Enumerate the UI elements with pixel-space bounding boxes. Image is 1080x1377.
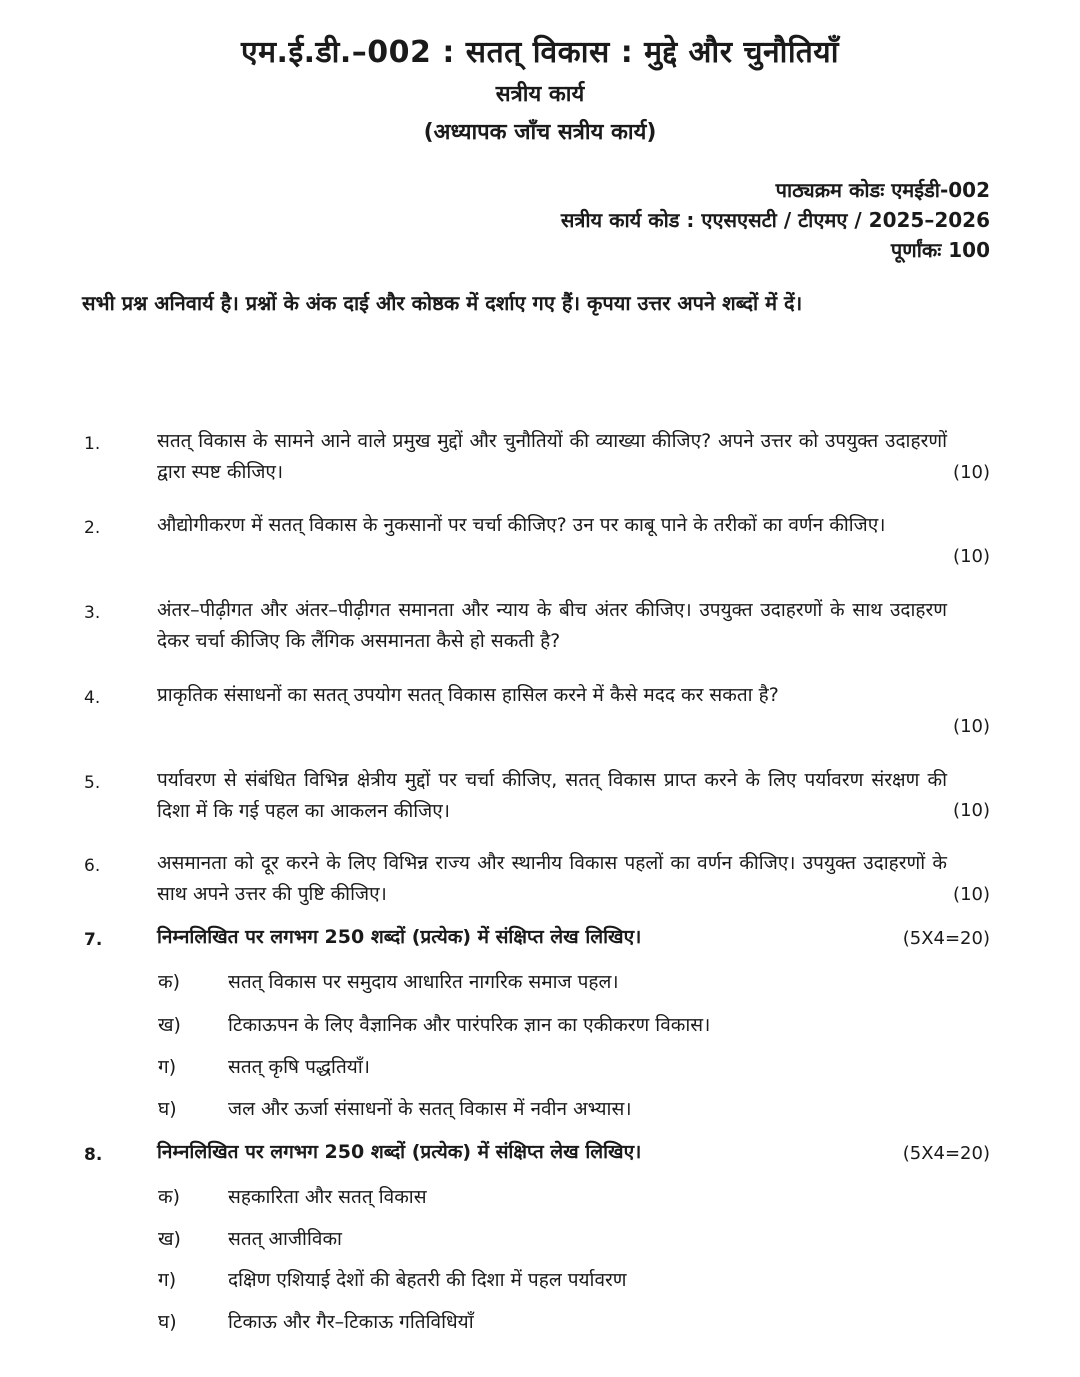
page-title: एम.ई.डी.–002 : सतत् विकास : मुद्दे और चुनौतियाँ xyxy=(241,35,839,70)
sub-question-label: घ) xyxy=(158,1311,177,1333)
question-marks: (10) xyxy=(953,800,990,821)
question-text: प्राकृतिक संसाधनों का सतत् उपयोग सतत् विकास हासिल करने में कैसे मदद कर सकता है? xyxy=(157,684,779,706)
question-text: निम्नलिखित पर लगभग 250 शब्दों (प्रत्येक) में संक्षिप्त लेख लिखिए। xyxy=(157,926,642,948)
sub-question-text: सतत् कृषि पद्धतियाँ। xyxy=(228,1056,370,1078)
course-code: पाठ्यक्रम कोडः एमईडी-002 xyxy=(775,178,990,202)
sub-question-text: सहकारिता और सतत् विकास xyxy=(228,1186,427,1208)
question-number: 2. xyxy=(84,518,101,538)
instructions: सभी प्रश्न अनिवार्य है। प्रश्नों के अंक दाई और कोष्ठक में दर्शाए गए हैं। कृपया उत्तर अपने शब्दों में दें। xyxy=(82,291,803,315)
max-marks: पूर्णांकः 100 xyxy=(890,238,990,262)
question-text: असमानता को दूर करने के लिए विभिन्न राज्य और स्थानीय विकास पहलों का वर्णन कीजिए। उपयुक्त उदाहरणों के साथ अपने उत्तर की पुष्टि कीजिए। xyxy=(157,852,947,905)
question-number: 8. xyxy=(84,1145,103,1165)
page-subtitle-2: (अध्यापक जाँच सत्रीय कार्य) xyxy=(423,120,657,145)
question-marks: (10) xyxy=(953,546,990,567)
question-number: 1. xyxy=(84,434,101,454)
question-number: 3. xyxy=(84,603,101,623)
sub-question-label: ग) xyxy=(158,1056,177,1078)
question-marks: (10) xyxy=(953,884,990,905)
question-number: 7. xyxy=(84,930,103,950)
assignment-code: सत्रीय कार्य कोड : एएसएसटी / टीएमए / 2025–2026 xyxy=(560,208,990,232)
question-text: सतत् विकास के सामने आने वाले प्रमुख मुद्दों और चुनौतियों की व्याख्या कीजिए? अपने उत्तर को उपयुक्त उदाहरणों द्वारा स्पष्ट कीजिए। xyxy=(157,430,947,483)
sub-question-label: क) xyxy=(158,971,181,993)
sub-question-label: ख) xyxy=(158,1014,181,1036)
sub-question-label: क) xyxy=(158,1186,181,1208)
question-marks: (10) xyxy=(953,462,990,483)
question-text: औद्योगीकरण में सतत् विकास के नुकसानों पर चर्चा कीजिए? उन पर काबू पाने के तरीकों का वर्णन कीजिए। xyxy=(157,514,886,536)
question-number: 4. xyxy=(84,688,101,708)
sub-question-label: घ) xyxy=(158,1098,177,1120)
question-number: 6. xyxy=(84,856,101,876)
sub-question-text: जल और ऊर्जा संसाधनों के सतत् विकास में नवीन अभ्यास। xyxy=(228,1098,632,1120)
question-marks: (5X4=20) xyxy=(902,928,990,949)
sub-question-text: टिकाऊ और गैर–टिकाऊ गतिविधियाँ xyxy=(228,1311,474,1333)
sub-question-text: टिकाऊपन के लिए वैज्ञानिक और पारंपरिक ज्ञान का एकीकरण विकास। xyxy=(228,1014,711,1036)
sub-question-text: दक्षिण एशियाई देशों की बेहतरी की दिशा में पहल पर्यावरण xyxy=(228,1269,627,1291)
question-text: पर्यावरण से संबंधित विभिन्न क्षेत्रीय मुद्दों पर चर्चा कीजिए, सतत् विकास प्राप्त करने के लिए पर्यावरण संरक्षण की दिशा में कि गई पहल का आकलन कीजिए। xyxy=(157,769,947,822)
question-text: अंतर–पीढ़ीगत और अंतर–पीढ़ीगत समानता और न्याय के बीच अंतर कीजिए। उपयुक्त उदाहरणों के साथ उदाहरण देकर चर्चा कीजिए कि लैंगिक असमानता कैसे हो सकती है? xyxy=(157,599,947,652)
question-marks: (5X4=20) xyxy=(902,1143,990,1164)
question-number: 5. xyxy=(84,773,101,793)
sub-question-label: ग) xyxy=(158,1269,177,1291)
sub-question-label: ख) xyxy=(158,1228,181,1250)
sub-question-text: सतत् विकास पर समुदाय आधारित नागरिक समाज पहल। xyxy=(228,971,619,993)
question-text: निम्नलिखित पर लगभग 250 शब्दों (प्रत्येक) में संक्षिप्त लेख लिखिए। xyxy=(157,1141,642,1163)
sub-question-text: सतत् आजीविका xyxy=(228,1228,342,1250)
question-marks: (10) xyxy=(953,716,990,737)
page-subtitle: सत्रीय कार्य xyxy=(495,82,585,107)
